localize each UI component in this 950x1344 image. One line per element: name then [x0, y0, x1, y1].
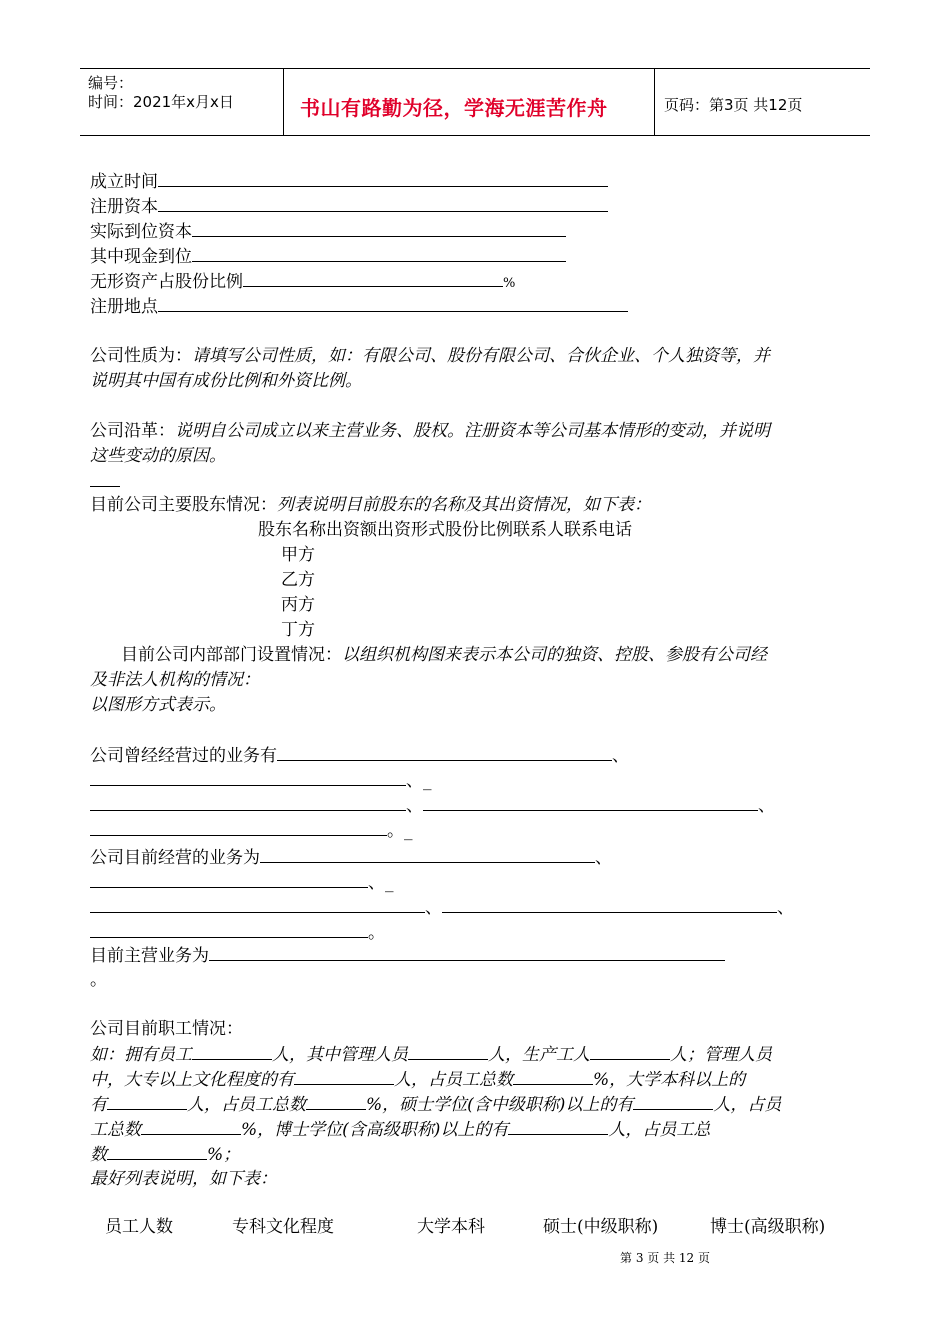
current-business-blank-2[interactable]	[90, 871, 368, 888]
staff-college-pct-blank[interactable]	[513, 1068, 593, 1085]
header-motto: 书山有路勤为径，学海无涯苦作舟	[300, 96, 608, 120]
staff-label: 公司目前职工情况：	[90, 1019, 243, 1039]
staff-text: %；	[207, 1145, 241, 1165]
field-cash-paid	[90, 245, 566, 268]
staff-text: 人，其中管理人员	[272, 1045, 408, 1065]
history-hint-1: 说明自公司成立以来主营业务、股权。注册资本等公司基本情形的变动，并说明	[175, 421, 770, 441]
comma: 、	[758, 796, 775, 816]
staff-line4	[90, 1118, 710, 1141]
field-cash-paid-label: 其中现金到位	[90, 247, 192, 267]
staff-text: 人，占员工总数	[187, 1095, 306, 1115]
main-business-label: 目前主营业务为	[90, 946, 209, 966]
short-rule	[90, 486, 120, 487]
nature-hint-2: 说明其中国有成份比例和外资比例。	[90, 371, 362, 391]
header-divider-right	[654, 68, 655, 136]
field-cash-paid-blank[interactable]	[192, 245, 566, 262]
header-top-rule	[80, 68, 870, 69]
period: 。	[387, 821, 404, 841]
current-business-line2	[90, 871, 394, 894]
staff-bachelor-blank[interactable]	[107, 1093, 187, 1110]
field-founded-blank[interactable]	[158, 170, 608, 187]
staff-text: %，大学本科以上的	[593, 1070, 746, 1090]
staff-list-hint: 最好列表说明，如下表：	[90, 1169, 277, 1189]
past-business-blank-2[interactable]	[90, 769, 406, 786]
staff-text: 有	[90, 1095, 107, 1115]
past-business-blank-5[interactable]	[90, 819, 387, 836]
past-business-line4	[90, 819, 413, 842]
field-registered-address-label: 注册地点	[90, 297, 158, 317]
staff-text: 工总数	[90, 1120, 141, 1140]
field-founded	[90, 170, 608, 193]
staff-college-blank[interactable]	[294, 1068, 394, 1085]
staff-master-pct-blank[interactable]	[141, 1118, 241, 1135]
field-intangible-ratio	[90, 270, 515, 295]
past-business-blank-3[interactable]	[90, 794, 406, 811]
field-paid-in-capital-label: 实际到位资本	[90, 222, 192, 242]
staff-master-blank[interactable]	[633, 1093, 713, 1110]
staff-text: 人，占员	[713, 1095, 782, 1115]
current-business-blank-3[interactable]	[90, 896, 425, 913]
history-label: 公司沿革：	[90, 421, 175, 441]
current-business-line1	[90, 846, 612, 869]
staff-doctor-pct-blank[interactable]	[107, 1143, 207, 1160]
dash: _	[385, 873, 394, 893]
main-business-period: 。	[90, 970, 107, 990]
staff-managers-blank[interactable]	[408, 1043, 488, 1060]
staff-text: 中，大专以上文化程度的有	[90, 1070, 294, 1090]
field-registered-capital-blank[interactable]	[158, 195, 608, 212]
header-bottom-rule	[80, 135, 870, 136]
comma: 、	[777, 898, 794, 918]
header-number: 编号：	[88, 74, 134, 92]
field-registered-address-blank[interactable]	[158, 295, 628, 312]
nature-line1	[90, 345, 770, 367]
departments-hint-3: 以图形方式表示。	[90, 695, 226, 715]
staff-text: 数	[90, 1145, 107, 1165]
staff-table-header-1: 员工人数	[105, 1217, 173, 1237]
staff-table-header-5: 博士(高级职称)	[710, 1217, 826, 1237]
staff-text: 人；管理人员	[670, 1045, 772, 1065]
staff-line3	[90, 1093, 781, 1116]
percent-sign: %	[503, 276, 516, 291]
staff-text: 人，占员工总数	[394, 1070, 513, 1090]
staff-total-blank[interactable]	[192, 1043, 272, 1060]
current-business-label: 公司目前经营的业务为	[90, 848, 260, 868]
field-registered-address	[90, 295, 628, 318]
current-business-line3	[90, 896, 794, 919]
staff-text: %，博士学位(含高级职称)以上的有	[241, 1120, 509, 1140]
past-business-blank-4[interactable]	[423, 794, 758, 811]
header-divider-left	[283, 68, 284, 136]
main-business-line	[90, 944, 725, 967]
comma: 、	[368, 873, 385, 893]
field-registered-capital	[90, 195, 608, 218]
staff-workers-blank[interactable]	[590, 1043, 670, 1060]
comma: 、	[425, 898, 442, 918]
dash: _	[404, 821, 413, 841]
current-business-line4	[90, 921, 385, 944]
nature-label: 公司性质为：	[90, 346, 192, 366]
comma: 、	[406, 796, 423, 816]
field-founded-label: 成立时间	[90, 172, 158, 192]
current-business-blank-5[interactable]	[90, 921, 368, 938]
past-business-line1	[90, 744, 629, 767]
departments-label: 目前公司内部部门设置情况：	[121, 645, 342, 665]
comma: 、	[406, 771, 423, 791]
shareholder-row-1: 甲方	[281, 545, 315, 565]
field-registered-capital-label: 注册资本	[90, 197, 158, 217]
field-paid-in-capital-blank[interactable]	[192, 220, 566, 237]
staff-bachelor-pct-blank[interactable]	[306, 1093, 366, 1110]
page-footer: 第 3 页 共 12 页	[620, 1251, 710, 1265]
staff-text: %，硕士学位(含中级职称)以上的有	[366, 1095, 634, 1115]
past-business-line2	[90, 769, 432, 792]
period: 。	[368, 923, 385, 943]
staff-text: 人，生产工人	[488, 1045, 590, 1065]
staff-table-header-3: 大学本科	[417, 1217, 485, 1237]
shareholders-line	[90, 494, 651, 516]
comma: 、	[612, 746, 629, 766]
departments-hint-2: 及非法人机构的情况：	[90, 670, 260, 690]
current-business-blank-1[interactable]	[260, 846, 595, 863]
staff-doctor-blank[interactable]	[508, 1118, 608, 1135]
departments-line1	[121, 644, 767, 666]
departments-hint-1: 以组织机构图来表示本公司的独资、控股、参股有公司经	[342, 645, 767, 665]
nature-hint-1: 请填写公司性质，如：有限公司、股份有限公司、合伙企业、个人独资等，并	[192, 346, 770, 366]
staff-table-header-4: 硕士(中级职称)	[543, 1217, 659, 1237]
header-page: 页码：第3页 共12页	[664, 96, 803, 114]
field-intangible-ratio-blank[interactable]	[243, 270, 503, 287]
comma: 、	[595, 848, 612, 868]
staff-text: 人，占员工总	[608, 1120, 711, 1140]
shareholder-row-4: 丁方	[281, 620, 315, 640]
staff-table-header-2: 专科文化程度	[232, 1217, 334, 1237]
shareholder-row-2: 乙方	[281, 570, 315, 590]
history-line1	[90, 420, 770, 442]
current-business-blank-4[interactable]	[442, 896, 777, 913]
shareholders-table-header: 股东名称出资额出资形式股份比例联系人联系电话	[258, 520, 632, 540]
main-business-blank[interactable]	[209, 944, 725, 961]
past-business-blank-1[interactable]	[277, 744, 612, 761]
field-paid-in-capital	[90, 220, 566, 243]
dash: _	[423, 771, 432, 791]
staff-line1	[90, 1043, 772, 1066]
shareholders-label: 目前公司主要股东情况：	[90, 495, 277, 515]
past-business-line3	[90, 794, 775, 817]
shareholder-row-3: 丙方	[281, 595, 315, 615]
staff-line5	[90, 1143, 240, 1166]
past-business-label: 公司曾经经营过的业务有	[90, 746, 277, 766]
staff-text: 如：拥有员工	[90, 1045, 192, 1065]
field-intangible-ratio-label: 无形资产占股份比例	[90, 272, 243, 292]
staff-line2	[90, 1068, 745, 1091]
history-hint-2: 这些变动的原因。	[90, 446, 226, 466]
shareholders-hint: 列表说明目前股东的名称及其出资情况，如下表：	[277, 495, 651, 515]
header-time: 时间：2021年x月x日	[88, 93, 234, 111]
